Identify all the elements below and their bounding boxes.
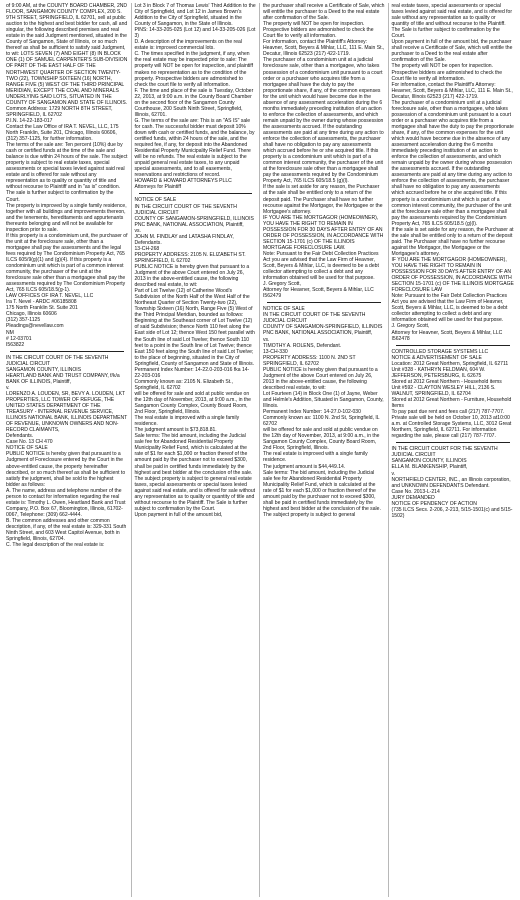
notice-pnc-bank-findlay: NOTICE OF SALE IN THE CIRCUIT COURT OF THE SEVENTH JUDICIAL CIRCUIT COUNTY OF SANGAMON-SPRINGFIELD, ILLINOIS PNC BANK, NATIONAL ASSOCIATION, Plaintiff, vs. JOHN M. FINDLAY and LATASHA FINDLAY, Defendants. 13-CH-268 PROPERTY ADDRESS: 2105 N. ELIZABETH ST. SPRINGFIELD, IL 62702 PUBLIC NOTICE is hereby given that pursuant to a Judgment of the above Court entered on July 26, 2013 in the above-entitled cause, the following described real estate, to wit: Part of Lot Twelve (12) of Catherine Wood's Subdivision of the North Half of the West Half of the Northeast Quarter of Section Twenty-two (22), Township Sixteen (16) North, Range Five (5) West of the Third Principal Meridian, bounded as follows: Beginning at the Southeast corner of Lot Twelve (12) of said Subdivision; thence North 110 feet along the East side of Lot 12; thence West 150 feet parallel with the South line of said Lot Twelve; thence South 110 feet to a point in the South line of Lot Twelve; thence East 150 feet along the South line of said Lot Twelve; to the place of beginning, situated in the City of Springfield, County of Sangamon and State of Illinois. Permanent Index Number: 14-22.0-203-016 fka 14-22-203-016 Commonly known as: 2105 N. Elizabeth St., Springfield, IL 62702 will be offered for sale and sold at public vendue on the 12th day of November, 2013, at 9:00 a.m., in the Sangamon County Complex, County Board Room, 2nd Floor, Springfield, Illinois. The real estate is improved with a single family residence. The judgment amount is $73,818.81. Sale terms: The bid amount, including the Judicial sale fee for Abandoned Residential Property Municipality Relief Fund, which is calculated at the rate of $1 for each $1,000 or fraction thereof of the amount paid by the purchaser not to exceed $300, shall be paid in certified funds immediately by the highest and best bidder at the conclusion of the sale. The subject property is subject to general real estate taxes, special assessments or special taxes levied against said real estate, and is offered for sale without any representation as to quality or quantity of title and without recourse to the Plaintiff. The Sale is further subject to confirmation by the Court. Upon payment in full of the amount bid, xyxy=(134,197,256,518)
notice-divider xyxy=(139,193,253,194)
notice-continuation-nevel-foreclosure: of 9:00 AM, at the COUNTY BOARD CHAMBER, 2ND FLOOR, SANGAMON COUNTY COMPLEX, 200 S. 9TH STREET, SPRINGFIELD, IL 62701, sell at public auction to the highest and best bidder for cash, all and singular, the following described premises and real estate in the said Judgment mentioned, situated in the County of Sangamon, State of Illinois, or so much thereof as shall be sufficient to satisfy said Judgment, to wit: LOTS SEVEN (7) AND EIGHT (8) IN BLOCK ONE (1) OF SAMUEL CARPENTER'S SUB-DIVISION OF PART OF THE EAST HALF OF THE NORTHWEST QUARTER OF SECTION TWENTY-TWO (22), TOWNSHIP SIXTEEN (16) NORTH, RANGE FIVE (5) WEST OF THE THIRD PRINCIPAL MERIDIAN, EXCEPT THE COAL AND MINERALS UNDERLYING SAID LOTS, SITUATED IN THE COUNTY OF SANGAMON AND STATE OF ILLINOIS. Common Address: 1729 NORTH 8TH STREET, SPRINGFIELD, IL 62702 P.I.N. 14-22-183-017 Contact the Law Office of IRA T. NEVEL, LLC, 175 North Franklin, Suite 201, Chicago, Illinois 60606, (312) 357-1125, for further information. The terms of the sale are: Ten percent (10%) due by cash or certified funds at the time of the sale and balance is due within 24 hours of the sale. The subject property is subject to real estate taxes, special assessments or special taxes levied against said real estate and is offered for sale without any representation as to quality or quantity of title and without recourse to Plaintiff and in "as is" condition. The sale is further subject to confirmation by the Court. The property is improved by a single family residence, together with all buildings and improvements thereon, and the tenements, hereditaments and appurtenants thereunto belonging and will not be available for inspection prior to sale. If this property is a condominium unit, the purchaser of the unit at the foreclosure sale, other than a mortgagee shall pay the assessments and the legal fees required by The Condominium Property Act, 765 ILCS 605/9(g)(1) and (g)(4). If this property is a condominium unit which is part of a common interest community, the purchaser of the unit at the foreclosure sale other than a mortgagee shall pay the assessments required by The Condominium Property Act, 765 ILCS 605/18.5(g-1). LAW OFFICES OF IRA T. NEVEL, LLC Ira T. Nevel - ARDC #06185808 175 North Franklin St. Suite 201 Chicago, Illinois 60606 (312) 357-1125 Pleadings@nevellaw.com NM # 12-03701 I563822 xyxy=(6,3,128,348)
notice-controlled-storage-sale: CONTROLLED STORAGE SYSTEMS LLC NOTICE & ADVERTISEMENT OF SALE Location: 2012 Great Northern, Springfield, IL 62711 Unit #328 - KATHRYN FELDMAN, 604 W. JEFFERSON, PETERSBURG, IL 62675 Stored at 2012 Great Northern - Household items Unit #592 - CLAYTON WESLEY HILL, 2136 S. WALNUT, SPRINGFIELD, IL 62704 Stored at 2012 Great Northern - Furniture, Household Items To pay past due rent and fees call (217) 787-7707. Private sale will be held on October 10, 2013 at10:00 a.m. at Controlled Storage Systems, LLC, 3012 Great Northern, Springfield, IL 62711. For information regarding the sale, please call (217) 787-7707. xyxy=(391,348,512,440)
notice-continuation-pnc-rolens: real estate taxes, special assessments or special taxes levied against said real estate, and is offered for sale without any representation as to quality or quantity of title and without recourse to the Plaintiff. The Sale is further subject to confirmation by the Court. Upon payment in full of the amount bid, the purchaser shall receive a Certificate of Sale, which will entitle the purchaser to a Deed to the real estate after confirmation of the Sale. The property will NOT be open for inspection. Prospective bidders are admonished to check the Court file to verify all information. For information, contact the Plaintiff's Attorney: Heavner, Scott, Beyers & Mihlar, LLC, 111 E. Main St., Decatur, Illinois 62523 (217) 422-1719. The purchaser of a condominium unit at a judicial foreclosure sale, other than a mortgagee, who takes possession of a condominium unit pursuant to a court order or a purchaser who acquires title from a mortgagee shall have the duty to pay the proportionate share, if any, of the common expenses for the unit which would have become due in the absence of any assessment acceleration during the 6 months immediately preceding institution of an action to enforce the collection of assessments, and which remain unpaid by the owner during whose possession the assessments accrued. If the outstanding assessments are paid at any time during any action to enforce the collection of assessments, the purchaser shall have no obligation to pay any assessments which accrued before he or she acquired title. If this property is a condominium unit which is part of a common interest community, the purchaser of the unit at the foreclosure sale other than a mortgagee shall pay the assessments required by the Condominium Property Act, 765 ILCS 605/18.5 (g)(l). If the sale is set aside for any reason, the Purchaser at the sale shall be entitled only to a return of the deposit paid. The Purchaser shall have no further recourse against the Mortgagor, the Mortgagee or the Mortgagee's attorney. IF YOU ARE THE MORTGAGOR (HOMEOWNER), YOU HAVE THE RIGHT TO REMAIN IN POSSESSION FOR 30 DAYS AFTER ENTRY OF AN ORDER OF POSSESSION, IN ACCORDANCE WITH SECTION 15-1701 (c) OF THE ILLINOIS MORTGAGE FORECLOSURE LAW Note: Pursuant to the Fair Debt Collection Practices Act you are advised that the Law Firm of Heavner, Scott, Beyers & Mihlar, LLC, is deemed to be a debt collector attempting to collect a debt and any information obtained will be used for that purpose. J. Gregory Scott, Attorney for Heavner, Scott, Beyers & Mihlar, LLC I562478 xyxy=(391,3,514,342)
notice-divider xyxy=(267,302,381,303)
column-1 xyxy=(3,3,132,897)
notice-divider xyxy=(396,442,511,443)
column-3 xyxy=(260,3,389,897)
notice-continuation-heartland-bank: Lot 3 in Block 7 of Thomas Lewis' Third Addition to the City of Springfield, and Lot 12 in James Brown's Addition to the City of Springfield, situated in the County of Sangamon, in the State of Illinois. PINS: 14-33-205-025 (Lot 12) and 14-33-205-026 (Lot 3) D. A description of the improvements on the real estate is: improved commercial lots. C. The times specified in the judgment, if any, when the real estate may be inspected prior to sale: The property will NOT be open for inspection, and plaintiff makes no representation as to the condition of the property. Prospective bidders are admonished to check the court file to verify all information. F. The time and place of the sale is Tuesday, October 22, 2013, at 9:00 a.m. in the County Board Chamber on the second floor of the Sangamon County Courthouse, 200 South Ninth Street, Springfield, Illinois, 62701. G. The terms of the sale are: This is an "AS IS" sale for cash. The successful bidder must deposit 10% down with cash or certified funds, and the balance, by certified funds, within 24 hours of the sale, and the required fee, if any, for deposit into the Abandoned Residential Property Municipality Relief Fund. There will be no refunds. The real estate is subject to the unpaid general real estate taxes, to any unpaid special assessments, and to all easements, reservations and restrictions of record. HOWARD & HOWARD ATTORNEYS PLLC Attorneys for Plaintiff xyxy=(134,3,256,191)
column-4 xyxy=(389,3,518,897)
column-2 xyxy=(132,3,261,897)
notice-divider xyxy=(10,351,124,352)
notice-continuation-pnc-findlay: the purchaser shall receive a Certificate of Sale, which will entitle the purchaser to a Deed to the real estate after confirmation of the Sale. The property will NOT be open for inspection. Prospective bidders are admonished to check the Court file to verify all information. For information, contact the Plaintiff's Attorney: Heavner, Scott, Beyers & Mihlar, LLC, 111 E. Main St., Decatur, Illinois 62523 (217) 422-1719. The purchaser of a condominium unit at a judicial foreclosure sale, other than a mortgagee, who takes possession of a condominium unit pursuant to a court order or a purchaser who acquires title from a mortgagee shall have the duty to pay the proportionate share, if any, of the common expenses for the unit which would have become due in the absence of any assessment acceleration during the 6 months immediately preceding institution of an action to enforce the collection of assessments, and which remain unpaid by the owner during whose possession the assessments accrued. If the outstanding assessments are paid at any time during any action to enforce the collection of assessments, the purchaser shall have no obligation to pay any assessments which accrued before he or she acquired title. If this property is a condominium unit which is part of a common interest community, the purchaser of the unit at the foreclosure sale other than a mortgagee shall pay the assessments required by the Condominium Property Act, 765 ILCS 605/18.5 (g)(l). If the sale is set aside for any reason, the Purchaser at the sale shall be entitled only to a return of the deposit paid. The Purchaser shall have no further recourse against the Mortgagor, the Mortgagee or the Mortgagee's attorney. IF YOU ARE THE MORTGAGOR (HOMEOWNER), YOU HAVE THE RIGHT TO REMAIN IN POSSESSION FOR 30 DAYS AFTER ENTRY OF AN ORDER OF POSSESSION, IN ACCORDANCE WITH SECTION 15-1701 (c) OF THE ILLINOIS MORTGAGE FORECLOSURE LAW. Note: Pursuant to the Fair Debt Collection Practices Act you are advised that the Law Firm of Heavner, Scott, Beyers & Mihlar, LLC, is deemed to be a debt collector attempting to collect a debt and any information obtained will be used for that purpose. J. Gregory Scott, Attorney for Heavner, Scott, Beyers & Mihlar, LLC I562479 xyxy=(263,3,385,300)
notice-heartland-bank-louden: IN THE CIRCUIT COURT OF THE SEVENTH JUDICIAL CIRCUIT SANGAMON COUNTY, ILLINOIS HEARTLAND BANK AND TRUST COMPANY, f/k/a BANK OF ILLINOIS, Plaintiff, v. LORENZO A. LOUDEN, SR, BEVY A. LOUDEN, LKT PROPERTIES, LLC TOWER OF REFUGE, THE UNITED STATES DEPARTMENT OF THE TREASURY - INTERNAL REVENUE SERVICE, ILLINOIS NATIONAL BANK, ILLINOIS DEPARTMENT OF REVENUE, UNKNOWN OWNERS AND NON-RECORD CLAIMANTS, Defendants. Case No. 13 CH 470 NOTICE OF SALE PUBLIC NOTICE is hereby given that pursuant to a Judgment of Foreclosure entered by the Court in the above-entitled cause, the property hereinafter described, or so much thereof as shall be sufficient to satisfy the judgment, shall be sold to the highest bidder as follows: A. The name, address and telephone number of the person to contact for information regarding the real estate is: Timothy L. Owen, Heartland Bank and Trust Company, P.O. Box 67, Bloomington, Illinois, 61702-0067, Telephone: (309) 662-4444. B. The common addresses and other common description, if any, of the real estate is: 329-331 South Ninth Street, and 603 West Capitol Avenue, both in Springfield, Illinois, 62704. C. The legal description of the real estate is: xyxy=(6,354,128,549)
notice-blankenship-northfield: IN THE CIRCUIT COURT FOR THE SEVENTH JUDICIAL CIRCUIT SANGAMON COUNTY, ILLINOIS ELLA M. BLANKENSHIP, Plaintiff, v. NORTHFIELD CENTER, INC., an Illinois corporation, and UNKNOWN DEFENDANTS Defendant. Case No. 2013-L-214 JURY DEMANDED NOTICE OF PENDENCY OF ACTION (735 ILCS Secs. 2-206, 2-213, 5/15-1501(c) and 5/15-1502) xyxy=(391,446,513,519)
notice-pnc-bank-rolens: NOTICE OF SALE IN THE CIRCUIT COURT OF THE SEVENTH JUDICIAL CIRCUIT COUNTY OF SANGAMON-SPRINGFIELD, ILLINOIS PNC BANK, NATIONAL ASSOCIATION, Plaintiff, vs. TIMOTHY A. ROLENS, Defendant. 13-CH-330 PROPERTY ADDRESS: 1100 N. 2ND ST SPRINGFIELD, IL 62702 PUBLIC NOTICE is hereby given that pursuant to a Judgment of the above Court entered on July 26, 2013 in the above-entitled cause, the following described real estate, to wit: Lot Fourteen (14) in Block One (1) of Jayne, Weber and Helmle's Addition, Situated in Sangamon, County, Illinois. Permanent Index Number: 14-27.0-102-030 Commonly known as: 1100 N. 2nd St, Springfield, IL 62702 will be offered for sale and sold at public vendue on the 12th day of November, 2013, at 9:00 a.m., in the Sangamon County Complex, County Board Room, 2nd Floor, Springfield, Illinois. The real estate is improved with a single family residence. The judgment amount is $44,449.14. Sale terms: The bid amount, including the Judicial sale fee for Abandoned Residential Property Municipality Relief Fund, which is calculated at the rate of $1 for each $1,000 or fraction thereof of the amount paid by the purchaser not to exceed $300, shall be paid in certified funds immediately by the highest and best bidder at the conclusion of the sale. The subject property is subject to general xyxy=(263,306,384,518)
notice-divider xyxy=(396,345,511,346)
